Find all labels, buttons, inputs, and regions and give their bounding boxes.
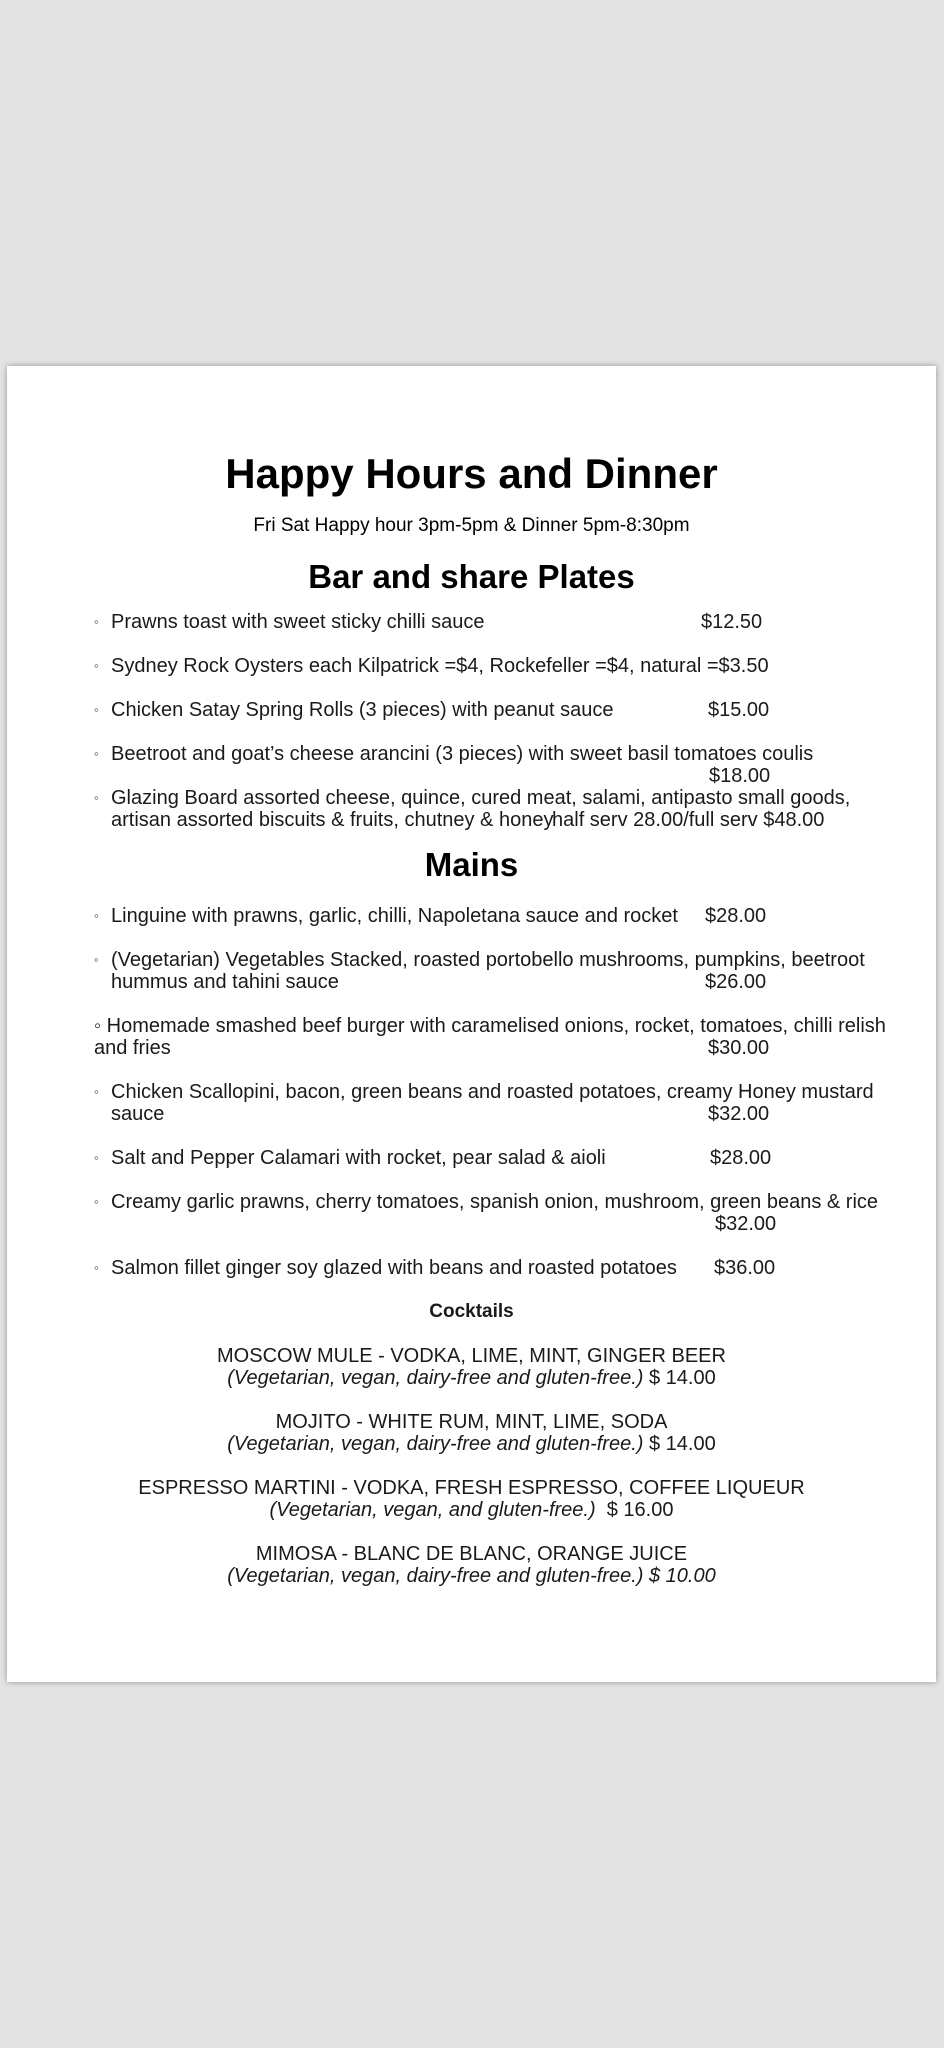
cocktail-espresso-martini: ESPRESSO MARTINI - VODKA, FRESH ESPRESSO, COFFEE LIQUEUR [138, 1477, 805, 1499]
mains-item-beef-burger: ◦ Homemade smashed beef burger with caramelised onions, rocket, tomatoes, chilli relish [94, 1015, 886, 1037]
menu-page [7, 366, 936, 1682]
bullet-icon: ◦ [94, 908, 99, 923]
bullet-icon: ◦ [94, 952, 99, 967]
page-title: Happy Hours and Dinner [225, 450, 718, 497]
mains-item-chicken-scallopini-price: $32.00 [708, 1103, 770, 1125]
mains-item-beef-burger-line2: and fries [94, 1037, 171, 1059]
cocktail-moscow-mule-diet: (Vegetarian, vegan, dairy-free and gluten-free.) [227, 1367, 644, 1389]
mains-item-chicken-scallopini: Chicken Scallopini, bacon, green beans and roasted potatoes, creamy Honey mustard [111, 1081, 874, 1103]
page-subtitle: Fri Sat Happy hour 3pm-5pm & Dinner 5pm-8:30pm [253, 515, 690, 536]
bar-item-arancini: Beetroot and goat’s cheese arancini (3 pieces) with sweet basil tomatoes coulis [111, 743, 814, 765]
mains-item-calamari-price: $28.00 [710, 1147, 772, 1169]
bar-item-glazing-board-price: half serv 28.00/full serv $48.00 [552, 809, 825, 831]
cocktail-mojito: MOJITO - WHITE RUM, MINT, LIME, SODA [275, 1411, 668, 1433]
bullet-icon: ◦ [94, 614, 99, 629]
mains-item-garlic-prawns-price: $32.00 [715, 1213, 777, 1235]
mains-item-salmon-price: $36.00 [714, 1257, 776, 1279]
bar-item-prawns-toast-price: $12.50 [701, 611, 763, 633]
bullet-icon: ◦ [94, 702, 99, 717]
bar-item-glazing-board: Glazing Board assorted cheese, quince, cured meat, salami, antipasto small goods, [111, 787, 851, 809]
cocktail-mimosa-diet: (Vegetarian, vegan, dairy-free and gluten-free.) $ 10.00 [227, 1565, 716, 1587]
bar-item-arancini-price: $18.00 [709, 765, 771, 787]
bullet-icon: ◦ [94, 1084, 99, 1099]
cocktail-moscow-mule-note [7, 1367, 936, 1389]
mains-item-beef-burger-price: $30.00 [708, 1037, 770, 1059]
bar-item-prawns-toast: Prawns toast with sweet sticky chilli sauce [111, 611, 485, 633]
bullet-icon: ◦ [94, 1150, 99, 1165]
mains-item-salmon: Salmon fillet ginger soy glazed with beans and roasted potatoes [111, 1257, 677, 1279]
cocktail-mojito-note [7, 1433, 936, 1455]
bullet-icon: ◦ [94, 746, 99, 761]
mains-item-vegetables-stacked-line2: hummus and tahini sauce [111, 971, 339, 993]
mains-item-linguine-price: $28.00 [705, 905, 767, 927]
mains-item-vegetables-stacked: (Vegetarian) Vegetables Stacked, roasted portobello mushrooms, pumpkins, beetroot [111, 949, 865, 971]
bar-item-oysters: Sydney Rock Oysters each Kilpatrick =$4, Rockefeller =$4, natural =$3.50 [111, 655, 769, 677]
bullet-icon: ◦ [94, 1194, 99, 1209]
mains-item-linguine: Linguine with prawns, garlic, chilli, Napoletana sauce and rocket [111, 905, 678, 927]
bar-item-spring-rolls-price: $15.00 [708, 699, 770, 721]
cocktail-espresso-martini-note [7, 1499, 936, 1521]
bar-item-spring-rolls: Chicken Satay Spring Rolls (3 pieces) with peanut sauce [111, 699, 614, 721]
cocktail-mojito-diet: (Vegetarian, vegan, dairy-free and gluten-free.) [227, 1433, 644, 1455]
bullet-icon: ◦ [94, 658, 99, 673]
mains-item-chicken-scallopini-line2: sauce [111, 1103, 165, 1125]
mains-item-garlic-prawns: Creamy garlic prawns, cherry tomatoes, spanish onion, mushroom, green beans & rice [111, 1191, 879, 1213]
mains-section-title: Mains [424, 846, 519, 883]
bar-item-glazing-board-line2: artisan assorted biscuits & fruits, chutney & honey [111, 809, 554, 831]
bullet-icon: ◦ [94, 1260, 99, 1275]
bullet-icon: ◦ [94, 790, 99, 805]
cocktail-mojito-price: $ 14.00 [643, 1433, 716, 1455]
cocktails-title: Cocktails [429, 1301, 514, 1322]
cocktail-espresso-martini-diet: (Vegetarian, vegan, and gluten-free.) [269, 1499, 596, 1521]
cocktail-moscow-mule-price: $ 14.00 [643, 1367, 716, 1389]
mains-item-vegetables-stacked-price: $26.00 [705, 971, 767, 993]
cocktail-moscow-mule: MOSCOW MULE - VODKA, LIME, MINT, GINGER BEER [217, 1345, 726, 1367]
cocktail-mimosa-note [7, 1565, 936, 1587]
mains-item-calamari: Salt and Pepper Calamari with rocket, pear salad & aioli [111, 1147, 606, 1169]
cocktail-espresso-martini-price: $ 16.00 [595, 1499, 674, 1521]
cocktail-mimosa: MIMOSA - BLANC DE BLANC, ORANGE JUICE [255, 1543, 688, 1565]
bar-section-title: Bar and share Plates [308, 558, 635, 595]
